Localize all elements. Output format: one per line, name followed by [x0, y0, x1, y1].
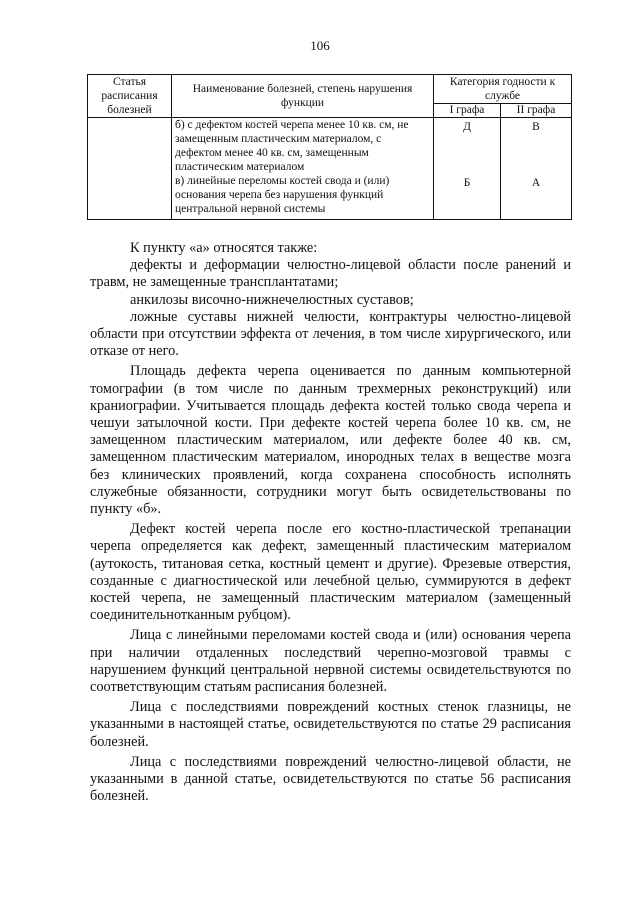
page-number: 106	[310, 38, 330, 53]
header-graph-2: II графа	[501, 104, 572, 118]
paragraph: Площадь дефекта черепа оценивается по данным компьютерной томографии (в том числе по данным трехмерных реконструкций) или краниографии. Учитывается площадь дефекта костей только свода черепа и чешуи затылочной кости. При дефекте костей черепа более 10 кв. см, не замещенном пластическим материалом, или дефекте более 40 кв. см, замещенном пластическим материалом, инородных телах в веществе мозга без клинических проявлений, когда сохранена способность исполнять служебные обязанности, сотрудники могут быть освидетельствованы по пункту «б».	[90, 363, 571, 518]
row-v-name: в) линейные переломы костей свода и (или) основания черепа без нарушения функций центральной нервной системы	[175, 175, 390, 215]
header-article: Статья расписания болезней	[88, 75, 172, 118]
row-b-name: б) с дефектом костей черепа менее 10 кв. см, не замещенным пластическим материалом, с дефектом менее 40 кв. см, замещенным пластическим материалом	[175, 119, 409, 173]
body-text	[90, 240, 571, 806]
paragraph: дефекты и деформации челюстно-лицевой области после ранений и травм, не замещенные трансплантатами;	[90, 257, 571, 291]
header-graph-1: I графа	[434, 104, 501, 118]
row-b-graph-2: В	[532, 121, 540, 133]
paragraph: Лица с линейными переломами костей свода и (или) основания черепа при наличии отдаленных последствий черепно-мозговой травмы с нарушением функций центральной нервной системы освидетельствуются по соответствующим статьям расписания болезней.	[90, 627, 571, 696]
paragraph: Лица с последствиями повреждений челюстно-лицевой области, не указанными в данной статье, освидетельствуются по статье 56 расписания болезней.	[90, 753, 571, 805]
disease-schedule-table	[87, 74, 572, 220]
paragraph: анкилозы височно-нижнечелюстных суставов;	[130, 291, 414, 308]
paragraph: К пункту «а» относятся также:	[130, 240, 318, 256]
row-b-graph-1: Д	[463, 121, 471, 133]
paragraph: Лица с последствиями повреждений костных стенок глазницы, не указанными в настоящей статье, освидетельствуются по статье 29 расписания болезней.	[90, 699, 571, 750]
header-category: Категория годности к службе	[434, 75, 572, 104]
graph-2-cell	[501, 118, 572, 220]
row-v-graph-1: Б	[463, 177, 471, 189]
disease-name-cell	[172, 118, 434, 220]
paragraph: Дефект костей черепа после его костно-пластической трепанации черепа определяется как дефект, замещенный пластическим материалом (аутокость, титановая сетка, костный цемент и другие). Фрезевые отверстия, созданные с диагностической или лечебной целью, суммируются в дефект костей черепа, не замещенный пластическим материалом (замещенный соединительнотканным рубцом).	[90, 521, 571, 624]
article-cell	[88, 118, 172, 220]
graph-1-cell	[434, 118, 501, 220]
header-disease-name: Наименование болезней, степень нарушения функции	[172, 75, 434, 118]
row-v-graph-2: А	[531, 177, 541, 189]
paragraph: ложные суставы нижней челюсти, контрактуры челюстно-лицевой области при отсутствии эффекта от лечения, в том числе хирургического, или отказе от него.	[90, 308, 571, 360]
